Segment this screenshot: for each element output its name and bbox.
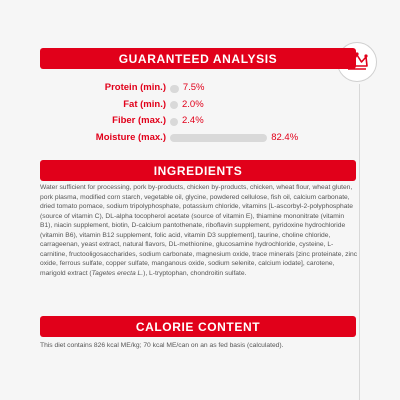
ingredients-title: INGREDIENTS bbox=[153, 163, 243, 178]
nutrient-label: Moisture (max.) bbox=[95, 131, 166, 143]
ingredients-text-part-end: ), L-tryptophan, chondroitin sulfate. bbox=[143, 269, 247, 277]
vertical-divider bbox=[359, 84, 360, 400]
calorie-content-text: This diet contains 826 kcal ME/kg; 70 kcal ME/can on an as fed basis (calculated). bbox=[40, 342, 284, 349]
nutrient-value: 7.5% bbox=[182, 82, 205, 93]
ingredients-text bbox=[40, 183, 358, 278]
guaranteed-analysis-title: GUARANTEED ANALYSIS bbox=[118, 51, 278, 66]
calorie-content-banner bbox=[40, 316, 356, 337]
nutrient-value: 2.4% bbox=[182, 115, 204, 126]
nutrient-label: Fiber (max.) bbox=[112, 115, 166, 126]
nutrient-bar bbox=[170, 85, 179, 93]
guaranteed-analysis-banner bbox=[40, 48, 356, 69]
nutrient-label: Fat (min.) bbox=[123, 98, 166, 110]
ingredients-text-italic: Tagetes erecta L. bbox=[91, 269, 144, 277]
nutrient-value: 2.0% bbox=[182, 98, 204, 110]
nutrient-bar bbox=[170, 134, 267, 142]
ingredients-text-part: Water sufficient for processing, pork by-products, chicken by-products, chicken, wheat flour, wheat gluten, pork plasma, modified corn starch, vegetable oil, glycine, powdered cellulose, fish oil, calcium carbonate, dried tomato pomace, sodium tripolyphosphate, potassium chloride, vitamins [L-ascorbyl-2-polyphosphate (source of vitamin C), DL-alpha tocopherol acetate (source of vitamin E), thiamine mononitrate (vitamin B1), niacin supplement, biotin, D-calcium pantothenate, riboflavin supplement, pyridoxine hydrochloride (vitamin B6), vitamin B12 supplement, folic acid, vitamin D3 supplement], taurine, choline chloride, carrageenan, yeast extract, natural flavors, DL-methionine, glucosamine hydrochloride, cysteine, L-carnitine, fructooligosaccharides, sodium carbonate, magnesium oxide, trace minerals [zinc proteinate, zinc oxide, ferrous sulfate, copper sulfate, manganous oxide, sodium selenite, calcium iodate], carotene, marigold extract ( bbox=[40, 184, 358, 277]
nutrient-bar bbox=[170, 118, 178, 126]
nutrient-bar bbox=[170, 101, 178, 109]
calorie-content-title: CALORIE CONTENT bbox=[135, 319, 261, 334]
nutrient-value: 82.4% bbox=[271, 131, 299, 143]
nutrient-label: Protein (min.) bbox=[104, 82, 166, 93]
ingredients-banner bbox=[40, 160, 356, 181]
